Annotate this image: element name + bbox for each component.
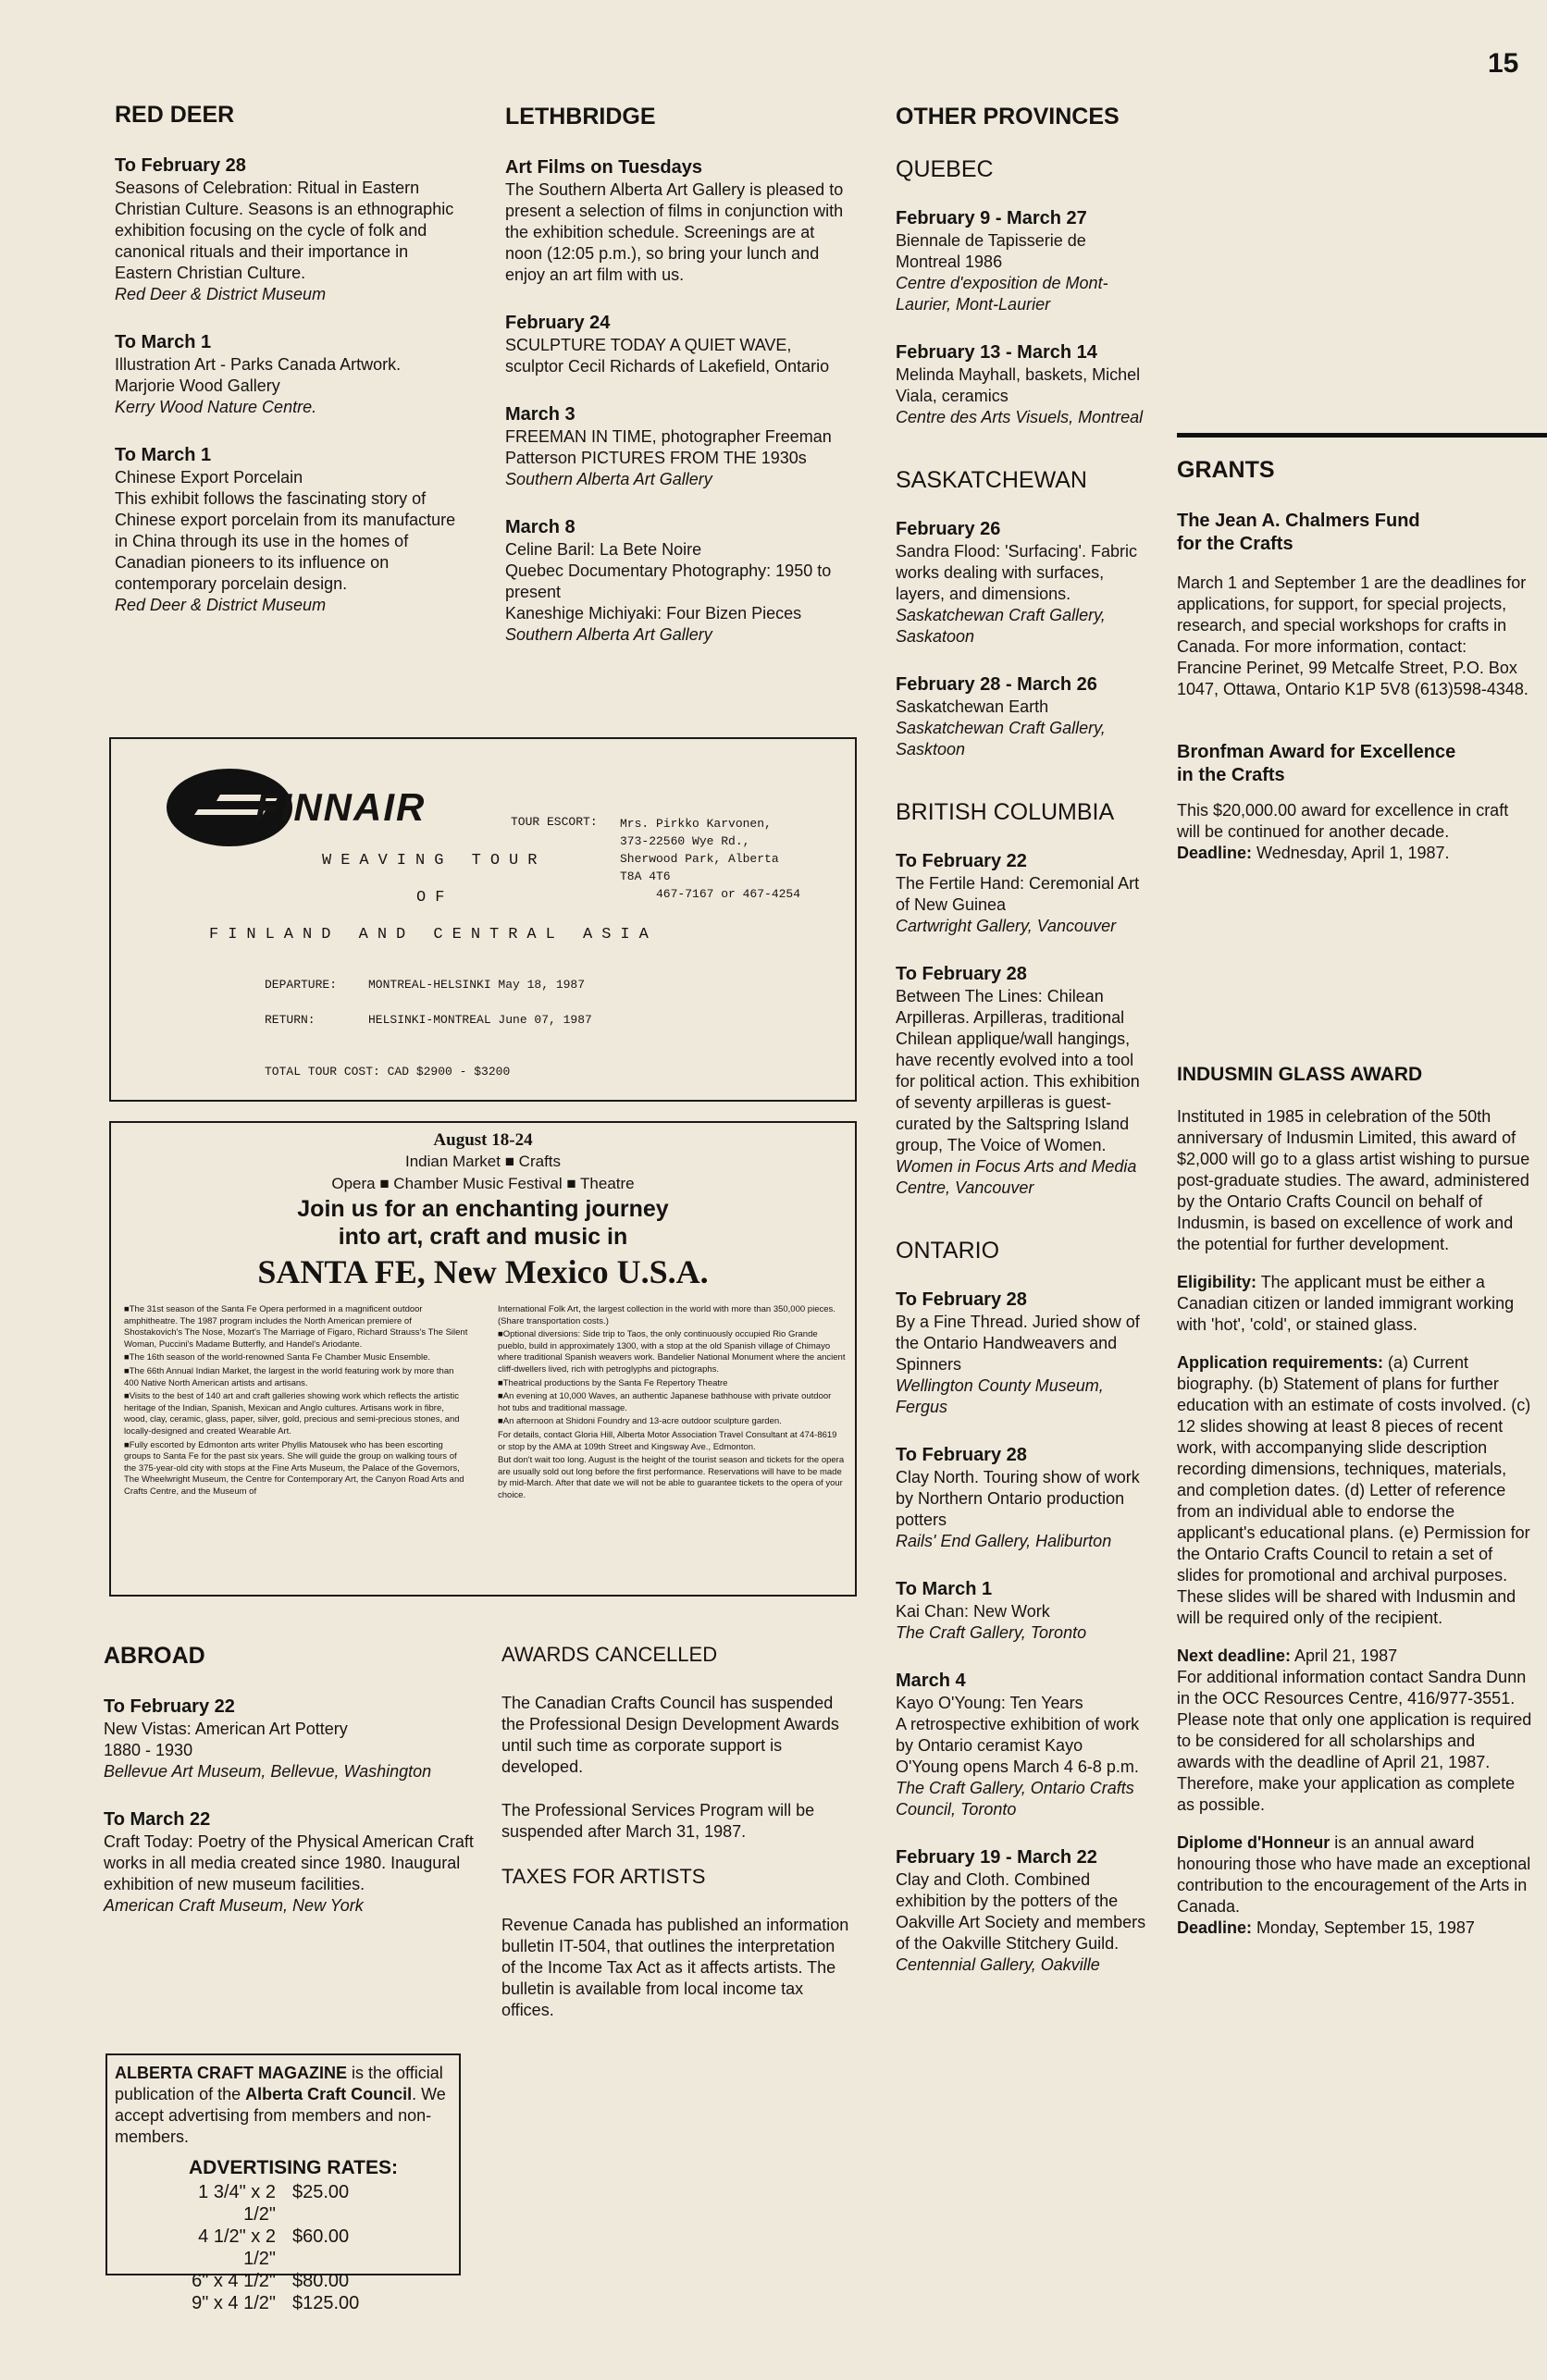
listing-entry: [896, 1846, 1147, 1976]
finnair-logo-text: FINNAIR: [255, 785, 427, 829]
tour-cost: TOTAL TOUR COST: CAD $2900 - $3200: [265, 1065, 511, 1079]
diplome-text: [1177, 1832, 1532, 1918]
entry-venue: Red Deer & District Museum: [115, 285, 327, 303]
diplome-deadline-label: Deadline:: [1177, 1918, 1253, 1937]
entry-body: Saskatchewan Earth: [896, 697, 1049, 716]
rate-row: [167, 2292, 452, 2314]
listing-entry: [896, 1289, 1147, 1418]
rate-price: $25.00: [292, 2182, 350, 2202]
entry-venue: The Craft Gallery, Toronto: [896, 1623, 1087, 1642]
entry-body: Craft Today: Poetry of the Physical American Craft works in all media created since 1980. Inaugural exhibition of new museum facilities.: [104, 1832, 474, 1893]
bronfman-deadline-date: Wednesday, April 1, 1987.: [1252, 844, 1450, 862]
listing-entry: [104, 1696, 474, 1782]
entry-date: February 19 - March 22: [896, 1847, 1097, 1868]
weaving-tour: WEAVING TOUR: [322, 852, 547, 869]
chalmers-title: The Jean A. Chalmers Fund for the Crafts: [1177, 511, 1420, 554]
tour-of: OF: [416, 889, 454, 906]
indusmin-requirements: [1177, 1352, 1532, 1629]
grants-rule: [1177, 433, 1547, 438]
entry-body: Kayo O'Young: Ten Years A retrospective exhibition of work by Ontario ceramist Kayo O'Young opens March 4 6-8 p.m.: [896, 1694, 1140, 1776]
entry-date: To February 22: [104, 1696, 235, 1717]
finnair-ad: [109, 737, 857, 1102]
ad-paragraph: ■Optional diversions: Side trip to Taos, the only continuously occupied Rio Grande pueblo, build in approximately 1300, with a stop at the old Spanish village of Chimayo where traditional Spanish weavers work. Bandelier National Monument where the ancient cliff-dwellers lived, rich with petroglyphs and pictographs.: [498, 1329, 846, 1375]
ad-paragraph: For details, contact Gloria Hill, Alberta Motor Association Travel Consultant at 474-8619 or stop by the AMA at 109th Street and Kingsway Ave., Edmonton.: [498, 1429, 837, 1452]
rate-row: [167, 2270, 452, 2292]
grants-heading: GRANTS: [1177, 457, 1275, 483]
rates-list: [167, 2181, 452, 2314]
diplome-deadline: [1177, 1918, 1532, 1939]
entry-date: March 8: [505, 517, 575, 537]
listing-entry: [896, 1578, 1147, 1644]
entry-body: SCULPTURE TODAY A QUIET WAVE, sculptor Cecil Richards of Lakefield, Ontario: [505, 336, 830, 376]
entry-venue: Centennial Gallery, Oakville: [896, 1955, 1100, 1974]
entry-venue: Saskatchewan Craft Gallery, Sasktoon: [896, 719, 1106, 758]
rate-row: [167, 2226, 452, 2270]
ontario-heading: ONTARIO: [896, 1238, 1000, 1264]
ontario-entries: [896, 1289, 1147, 1976]
eligibility-label: Eligibility:: [1177, 1273, 1257, 1291]
entry-venue: Women in Focus Arts and Media Centre, Vancouver: [896, 1157, 1137, 1197]
entry-venue: Kerry Wood Nature Centre.: [115, 398, 317, 416]
entry-date: February 26: [896, 519, 1001, 539]
listing-entry: [896, 1670, 1147, 1820]
diplome-deadline-date: Monday, September 15, 1987: [1252, 1918, 1475, 1937]
entry-body: Clay North. Touring show of work by Northern Ontario production potters: [896, 1468, 1140, 1529]
ad-paragraph: ■The 66th Annual Indian Market, the largest in the world featuring work by more than 400 Native North American artists and artisans.: [124, 1365, 454, 1388]
indusmin-eligibility: [1177, 1272, 1532, 1336]
advertising-box: [105, 2053, 461, 2313]
entry-date: February 24: [505, 313, 611, 333]
entry-date: To February 28: [896, 964, 1027, 984]
escort-details: Mrs. Pirkko Karvonen, 373-22560 Wye Rd., Sherwood Park, Alberta T8A 4T6 467-7167 or 467-4254: [620, 817, 801, 901]
entry-date: March 4: [896, 1671, 966, 1691]
entry-body: Between The Lines: Chilean Arpilleras. Arpilleras, traditional Chilean applique/wall hangings, have recently evolved into a tool for political action. This exhibition of seventy arpilleras is guest-curated by the Saltspring Island group, The Voice of Women.: [896, 987, 1140, 1154]
entry-venue: Southern Alberta Art Gallery: [505, 625, 712, 644]
entry-date: To March 1: [896, 1579, 993, 1599]
council-name: Alberta Craft Council: [245, 2085, 413, 2103]
bronfman-deadline: [1177, 843, 1528, 864]
entry-date: To February 28: [896, 1445, 1027, 1465]
lethbridge-heading: LETHBRIDGE: [505, 104, 656, 129]
santafe-line2: Opera ■ Chamber Music Festival ■ Theatre: [331, 1175, 635, 1192]
entry-date: Art Films on Tuesdays: [505, 157, 703, 178]
entry-venue: Cartwright Gallery, Vancouver: [896, 917, 1117, 935]
awards-cancelled-p1: The Canadian Crafts Council has suspended the Professional Design Development Awards until such time as corporate support is developed.: [501, 1694, 839, 1776]
entry-date: To February 28: [115, 155, 246, 176]
listing-entry: [505, 312, 849, 377]
santafe-dates: August 18-24: [433, 1130, 533, 1150]
saskatchewan-heading: SASKATCHEWAN: [896, 467, 1087, 493]
is-the: is the official publication of the: [115, 2064, 443, 2103]
entry-date: To March 1: [115, 445, 212, 465]
rate-size: 9" x 4 1/2": [192, 2293, 276, 2313]
ad-paragraph: ■The 16th season of the world-renowned Santa Fe Chamber Music Ensemble.: [124, 1352, 431, 1363]
entry-body: Sandra Flood: 'Surfacing'. Fabric works dealing with surfaces, layers, and dimensions.: [896, 542, 1137, 603]
santafe-left-column: [124, 1304, 468, 1500]
requirements-label: Application requirements:: [1177, 1353, 1384, 1372]
return-value: HELSINKI-MONTREAL June 07, 1987: [368, 1013, 592, 1027]
rate-price: $80.00: [292, 2271, 350, 2291]
departure-value: MONTREAL-HELSINKI May 18, 1987: [368, 978, 586, 992]
lethbridge-entries: [505, 156, 849, 646]
listing-entry: [896, 341, 1147, 428]
tour-destination: FINLAND AND CENTRAL ASIA: [209, 926, 658, 943]
ad-paragraph: ■Theatrical productions by the Santa Fe Repertory Theatre: [498, 1377, 728, 1388]
entry-venue: Bellevue Art Museum, Bellevue, Washington: [104, 1762, 432, 1781]
next-deadline-body: For additional information contact Sandra Dunn in the OCC Resources Centre, 416/977-3551. Please note that only one application is required to be considered for all scholarships and awards with the deadline of April 21, 1987. Therefore, make your application as complete as possible.: [1177, 1668, 1532, 1814]
santafe-ad: [109, 1121, 857, 1597]
indusmin-next-deadline: [1177, 1646, 1532, 1667]
rate-row: [167, 2181, 452, 2226]
entry-body: Celine Baril: La Bete Noire Quebec Documentary Photography: 1950 to present Kaneshige Michiyaki: Four Bizen Pieces: [505, 540, 832, 623]
awards-cancelled-section: [501, 1643, 853, 2043]
entry-body: The Southern Alberta Art Gallery is pleased to present a selection of films in conjunction with the exhibition schedule. Screenings are at noon (12:05 p.m.), so bring your lunch and enjoy an art film with us.: [505, 180, 844, 284]
awards-cancelled-p2: The Professional Services Program will be suspended after March 31, 1987.: [501, 1801, 815, 1841]
entry-venue: Southern Alberta Art Gallery: [505, 470, 712, 488]
rate-size: 4 1/2" x 2 1/2": [198, 2226, 276, 2269]
indusmin-intro: Instituted in 1985 in celebration of the 50th anniversary of Indusmin Limited, this award of $2,000 will go to a glass artist wishing to pursue post-graduate studies. The award, administered by the Ontario Crafts Council on behalf of Indusmin, is based on excellence of work and the potential for further development.: [1177, 1107, 1530, 1253]
red-deer-heading: RED DEER: [115, 102, 235, 128]
listing-entry: [115, 331, 457, 418]
ad-paragraph: But don't wait too long. August is the height of the tourist season and tickets for the opera are usually sold out long before the first performance. Reservations will have to be made by mid-March. After that date we will not be able to guarantee tickets to the opera of your choice.: [498, 1455, 845, 1500]
diplome-body: is an annual award honouring those who have made an exceptional contribution to the encouragement of the Arts in Canada.: [1177, 1833, 1531, 1916]
listing-entry: [896, 963, 1147, 1199]
grants-section: [1177, 457, 1528, 886]
next-deadline-date: April 21, 1987: [1291, 1646, 1398, 1665]
diplome-label: Diplome d'Honneur: [1177, 1833, 1330, 1852]
santafe-header: [111, 1130, 855, 1293]
entry-body: Kai Chan: New Work: [896, 1602, 1050, 1621]
listing-entry: [896, 850, 1147, 937]
entry-venue: American Craft Museum, New York: [104, 1896, 364, 1915]
ad-paragraph: ■An afternoon at Shidoni Foundry and 13-acre outdoor sculpture garden.: [498, 1416, 782, 1427]
indusmin-heading: INDUSMIN GLASS AWARD: [1177, 1064, 1423, 1085]
ad-paragraph: ■An evening at 10,000 Waves, an authentic Japanese bathhouse with private outdoor hot tubs and traditional massage.: [498, 1391, 832, 1413]
quebec-heading: QUEBEC: [896, 156, 994, 182]
santafe-right-column: [498, 1304, 846, 1504]
listing-entry: [104, 1808, 474, 1917]
taxes-body: Revenue Canada has published an information bulletin IT-504, that outlines the interpretation of the Income Tax Act as it affects artists. The bulletin is available from local income tax offices.: [501, 1916, 849, 2019]
entry-venue: Centre des Arts Visuels, Montreal: [896, 408, 1144, 426]
ad-paragraph: ■Fully escorted by Edmonton arts writer Phyllis Matousek who has been escorting groups to Santa Fe for the past six years. She will guide the group on walking tours of the 375-year-old city with stops at the Fine Arts Museum, the Palace of the Governors, The Wheelwright Museum, the Centre for Contemporary Art, the Canyon Road Arts and Crafts Centre, and the Museum of: [124, 1439, 464, 1497]
mag-name: ALBERTA CRAFT MAGAZINE: [115, 2064, 347, 2082]
quebec-entries: [896, 207, 1147, 428]
entry-date: February 13 - March 14: [896, 342, 1097, 363]
british-columbia-entries: [896, 850, 1147, 1199]
entry-date: February 9 - March 27: [896, 208, 1087, 228]
abroad-section: [104, 1643, 474, 1942]
entry-date: March 3: [505, 404, 575, 425]
listing-entry: [896, 1444, 1147, 1552]
santafe-line1: Indian Market ■ Crafts: [404, 1153, 562, 1170]
ad-paragraph: ■The 31st season of the Santa Fe Opera performed in a magnificent outdoor amphitheatre. The 1987 program includes the North American premiere of Shostakovich's The Nose, Mozart's The Marriage of Figaro, Richard Strauss's The Silent Woman, Puccini's Madame Butterfly, and Handel's Ariodante.: [124, 1304, 468, 1350]
chalmers-body: March 1 and September 1 are the deadlines for applications, for support, for special projects, research, and special workshops for crafts in Canada. For more information, contact: Francine Perinet, 99 Metcalfe Street, P.O. Box 1047, Ottawa, Ontario K1P 5V8 (613)598-4348.: [1177, 573, 1528, 698]
rate-size: 6" x 4 1/2": [192, 2271, 276, 2291]
rates-heading: ADVERTISING RATES:: [189, 2157, 398, 2178]
return-label: RETURN:: [265, 1013, 316, 1027]
santafe-title: SANTA FE, New Mexico U.S.A.: [257, 1253, 709, 1290]
entry-body: Clay and Cloth. Combined exhibition by the potters of the Oakville Art Society and members of the Oakville Stitchery Guild.: [896, 1870, 1146, 1953]
bronfman-title: Bronfman Award for Excellence in the Crafts: [1177, 742, 1456, 785]
entry-body: New Vistas: American Art Pottery 1880 - 1930: [104, 1720, 348, 1759]
awards-cancelled-heading: AWARDS CANCELLED: [501, 1643, 718, 1666]
entry-venue: Centre d'exposition de Mont-Laurier, Mont-Laurier: [896, 274, 1108, 314]
british-columbia-heading: BRITISH COLUMBIA: [896, 799, 1115, 825]
santafe-tagline2: into art, craft and music in: [338, 1224, 628, 1250]
santafe-tagline1: Join us for an enchanting journey: [297, 1196, 669, 1222]
rate-price: $60.00: [292, 2226, 350, 2247]
requirements-text: (a) Current biography. (b) Statement of plans for further education with an estimate of costs involved. (c) 12 slides showing at least 8 pieces of recent work, with accompanying slide description recording dimensions, techniques, materials, and completion dates. (d) Letter of reference from an individual able to endorse the applicant's educational plans. (e) Permission for the Ontario Crafts Council to retain a set of slides for promotional and archival purposes. These slides will be shared with Indusmin and will be required only of the recipient.: [1177, 1353, 1531, 1627]
listing-entry: [896, 673, 1147, 760]
ad-paragraph: ■Visits to the best of 140 art and craft galleries showing work which reflects the artistic heritage of the Indian, Spanish, Mexican and Anglo cultures. Artisans work in fibre, wood, clay, ceramic, glass, paper, silver, gold, precious and semi-precious stones, and locally-designed and created Wearable Art.: [124, 1391, 460, 1437]
abroad-entries: [104, 1696, 474, 1917]
taxes-heading: TAXES FOR ARTISTS: [501, 1865, 706, 1888]
entry-body: Seasons of Celebration: Ritual in Eastern Christian Culture. Seasons is an ethnographic exhibition focusing on the cycle of folk and canonical rituals and their importance in Eastern Christian Culture.: [115, 179, 454, 282]
abroad-heading: ABROAD: [104, 1643, 205, 1669]
entry-body: Melinda Mayhall, baskets, Michel Viala, ceramics: [896, 365, 1141, 405]
listing-entry: [896, 518, 1147, 647]
red-deer-entries: [115, 154, 457, 616]
entry-venue: Rails' End Gallery, Haliburton: [896, 1532, 1112, 1550]
entry-body: The Fertile Hand: Ceremonial Art of New Guinea: [896, 874, 1140, 914]
page-number: 15: [1488, 48, 1519, 79]
entry-venue: Red Deer & District Museum: [115, 596, 327, 614]
other-provinces-heading: OTHER PROVINCES: [896, 104, 1120, 129]
indusmin-section: [1177, 1064, 1532, 1961]
advertising-intro: [115, 2063, 452, 2148]
listing-entry: [505, 156, 849, 286]
entry-body: FREEMAN IN TIME, photographer Freeman Patterson PICTURES FROM THE 1930s: [505, 427, 832, 467]
advertising-rest: . We accept advertising from members and non-members.: [115, 2085, 446, 2146]
red-deer-section: [115, 102, 457, 642]
entry-body: Illustration Art - Parks Canada Artwork. Marjorie Wood Gallery: [115, 355, 402, 395]
lethbridge-section: [505, 104, 849, 672]
entry-date: To February 28: [896, 1289, 1027, 1310]
entry-venue: The Craft Gallery, Ontario Crafts Council, Toronto: [896, 1779, 1134, 1819]
escort-label: TOUR ESCORT:: [511, 815, 598, 829]
listing-entry: [505, 516, 849, 646]
listing-entry: [505, 403, 849, 490]
saskatchewan-entries: [896, 518, 1147, 760]
entry-body: By a Fine Thread. Juried show of the Ontario Handweavers and Spinners: [896, 1313, 1140, 1374]
departure-label: DEPARTURE:: [265, 978, 338, 992]
entry-date: To February 22: [896, 851, 1027, 871]
listing-entry: [115, 444, 457, 616]
rate-price: $125.00: [292, 2293, 360, 2313]
rate-size: 1 3/4" x 2 1/2": [198, 2182, 276, 2225]
entry-date: February 28 - March 26: [896, 674, 1097, 695]
listing-entry: [115, 154, 457, 305]
ad-paragraph: International Folk Art, the largest collection in the world with more than 350,000 pieces. (Share transportation costs.): [498, 1304, 835, 1326]
entry-venue: Wellington County Museum, Fergus: [896, 1376, 1104, 1416]
entry-date: To March 1: [115, 332, 212, 352]
next-deadline-label: Next deadline:: [1177, 1646, 1292, 1665]
entry-body: Biennale de Tapisserie de Montreal 1986: [896, 231, 1086, 271]
bronfman-body: This $20,000.00 award for excellence in craft will be continued for another decade.: [1177, 801, 1509, 841]
eligibility-text: The applicant must be either a Canadian citizen or landed immigrant working with 'hot', 'cold', or stained glass.: [1177, 1273, 1515, 1334]
bronfman-deadline-label: Deadline:: [1177, 844, 1253, 862]
entry-date: To March 22: [104, 1809, 211, 1830]
entry-body: Chinese Export Porcelain This exhibit follows the fascinating story of Chinese export porcelain from its manufacture in China through its use in the homes of Canadian pioneers to its influence on contemporary porcelain design.: [115, 468, 456, 593]
other-provinces-section: [896, 104, 1147, 2002]
entry-venue: Saskatchewan Craft Gallery, Saskatoon: [896, 606, 1106, 646]
listing-entry: [896, 207, 1147, 315]
